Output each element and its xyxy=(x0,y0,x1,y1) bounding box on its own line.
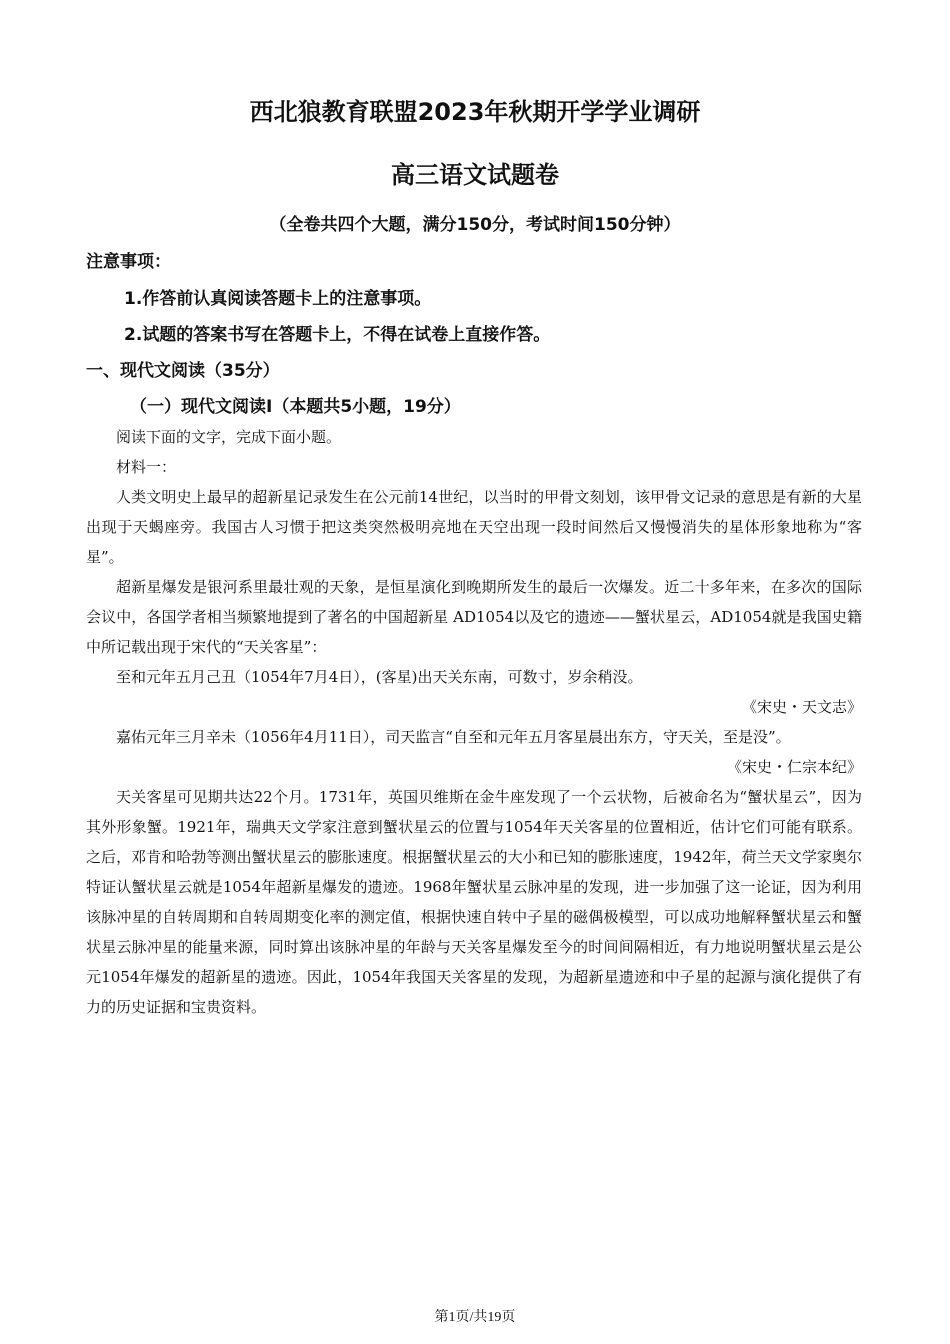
material-label: 材料一： xyxy=(116,458,177,476)
quote-2: 嘉佑元年三月辛未（1056年4月11日），司天监言“自至和元年五月客星晨出东方，守天关，至是没”。 xyxy=(116,728,791,746)
notice-item-2: 2.试题的答案书写在答题卡上，不得在试卷上直接作答。 xyxy=(124,325,551,345)
exam-note: （全卷共四个大题，满分150分，考试时间150分钟） xyxy=(269,215,681,235)
page-number: 第1页/共19页 xyxy=(434,1310,516,1325)
subsection-title: （一）现代文阅读Ⅰ（本题共5小题，19分） xyxy=(130,397,461,417)
exam-title: 西北狼教育联盟2023年秋期开学学业调研 xyxy=(249,98,701,126)
notice-item-1: 1.作答前认真阅读答题卡上的注意事项。 xyxy=(124,289,432,309)
instruction: 阅读下面的文字，完成下面小题。 xyxy=(116,428,342,446)
paragraph-3: 天关客星可见期共达22个月。1731年，英国贝维斯在金牛座发现了一个云状物，后被命名为“蟹状星云”，因为其外形象蟹。1921年，瑞典天文学家注意到蟹状星云的位置与1054年天关客星的位置相近，估计它们可能有联系。之后，邓肯和哈勃等测出蟹状星云的膨胀速度。根据蟹状星云的大小和已知的膨胀速度，1942年，荷兰天文学家奥尔特证认蟹状星云就是1054年超新星爆发的遗迹。1968年蟹状星云脉冲星的发现，进一步加强了这一论证，因为利用该脉冲星的自转周期和自转周期变化率的测定值，根据快速自转中子星的磁偶极模型，可以成功地解释蟹状星云和蟹状星云脉冲星的能量来源，同时算出该脉冲星的年龄与天关客星爆发至今的时间间隔相近，有力地说明蟹状星云是公元1054年爆发的超新星的遗迹。因此，1054年我国天关客星的发现，为超新星遗迹和中子星的起源与演化提供了有力的历史证据和宝贵资料。 xyxy=(86,788,862,1016)
paragraph-1: 人类文明史上最早的超新星记录发生在公元前14世纪，以当时的甲骨文刻划，该甲骨文记录的意思是有新的大星出现于天蝎座旁。我国古人习惯于把这类突然极明亮地在天空出现一段时间然后又慢慢消失的星体形象地称为“客星”。 xyxy=(86,488,862,566)
exam-subtitle: 高三语文试题卷 xyxy=(391,161,559,189)
section-title: 一、现代文阅读（35分） xyxy=(86,361,280,381)
notice-label: 注意事项： xyxy=(86,252,171,272)
paragraph-2: 超新星爆发是银河系里最壮观的天象，是恒星演化到晚期所发生的最后一次爆发。近二十多年来，在多次的国际会议中，各国学者相当频繁地提到了著名的中国超新星 AD1054以及它的遗迹——蟹状星云，AD1054就是我国史籍中所记载出现于宋代的“天关客星”： xyxy=(86,578,862,656)
quote-1: 至和元年五月己丑（1054年7月4日），(客星)出天关东南，可数寸，岁余稍没。 xyxy=(116,668,643,686)
citation-2: 《宋史・仁宗本纪》 xyxy=(726,758,862,776)
citation-1: 《宋史・天文志》 xyxy=(741,698,862,716)
passage-body xyxy=(86,422,862,1022)
